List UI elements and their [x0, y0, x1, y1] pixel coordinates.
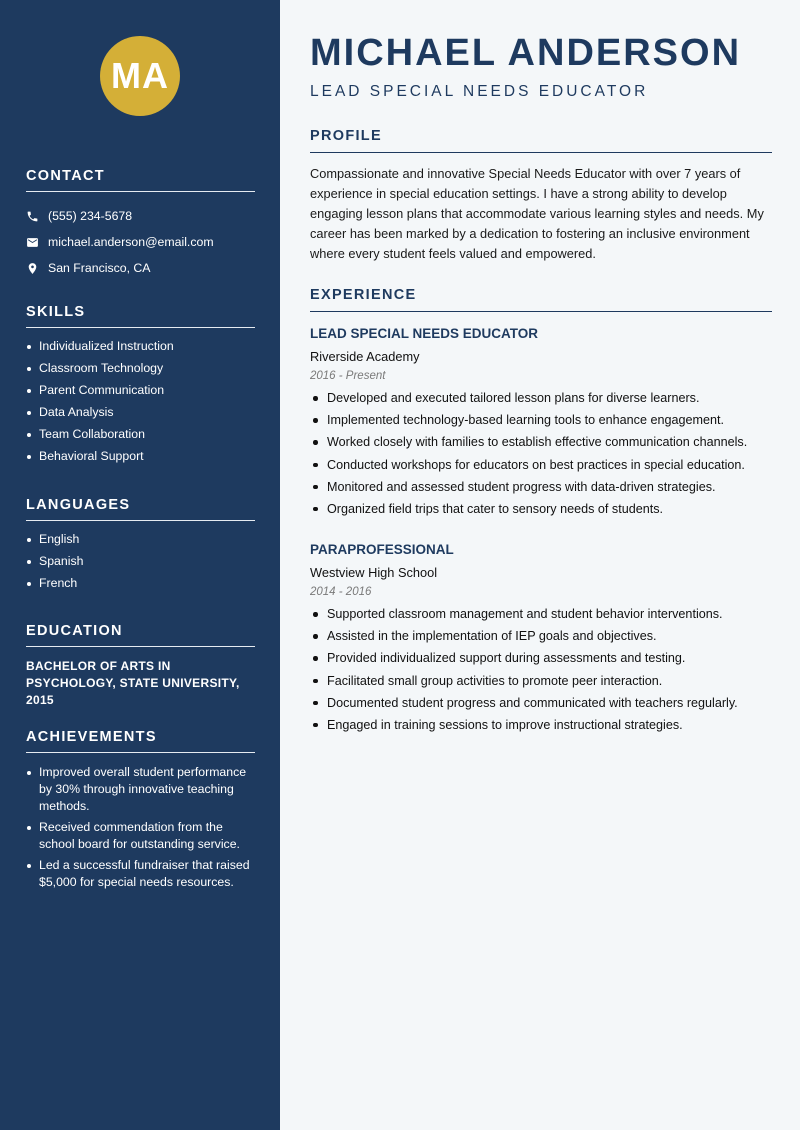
contact-phone — [26, 203, 255, 229]
list-item: Implemented technology-based learning tools to enhance engagement. — [310, 413, 772, 428]
list-item: Received commendation from the school board for outstanding service. — [26, 819, 255, 853]
list-item: Conducted workshops for educators on best practices in special education. — [310, 458, 772, 473]
contact-section — [26, 168, 255, 281]
list-item: Improved overall student performance by 30% through innovative teaching methods. — [26, 764, 255, 815]
languages-title: LANGUAGES — [26, 497, 255, 521]
skills-section — [26, 304, 255, 471]
contact-location — [26, 255, 255, 281]
email-text: michael.anderson@email.com — [48, 235, 214, 249]
list-item: Data Analysis — [26, 405, 255, 420]
list-item: French — [26, 576, 255, 591]
list-item: Engaged in training sessions to improve instructional strategies. — [310, 718, 772, 733]
skills-list — [26, 339, 255, 464]
achievements-title: ACHIEVEMENTS — [26, 729, 255, 753]
list-item: Team Collaboration — [26, 427, 255, 442]
profile-section — [310, 128, 772, 264]
phone-text: (555) 234-5678 — [48, 209, 133, 223]
contact-email — [26, 229, 255, 255]
education-title: EDUCATION — [26, 623, 255, 647]
list-item: Behavioral Support — [26, 449, 255, 464]
list-item: Led a successful fundraiser that raised $5,000 for special needs resources. — [26, 857, 255, 891]
languages-section — [26, 497, 255, 598]
achievements-list — [26, 764, 255, 891]
profile-title: PROFILE — [310, 128, 772, 153]
list-item: Facilitated small group activities to promote peer interaction. — [310, 674, 772, 689]
job-company: Riverside Academy — [310, 349, 420, 364]
job-bullets — [310, 607, 772, 733]
candidate-name: MICHAEL ANDERSON — [310, 32, 742, 74]
job-entry — [310, 326, 772, 524]
achievements-section — [26, 729, 255, 895]
email-icon — [26, 236, 39, 249]
job-company: Westview High School — [310, 565, 438, 580]
contact-title: CONTACT — [26, 168, 255, 192]
profile-text: Compassionate and innovative Special Needs Educator with over 7 years of experience in special education settings. I have a strong ability to develop engaging lesson plans that accommodate various learning styles and needs. My career has been marked by a dedication to fostering an inclusive environment where every student feels valued and empowered. — [310, 166, 764, 261]
list-item: Documented student progress and communicated with teachers regularly. — [310, 696, 772, 711]
phone-icon — [26, 210, 39, 223]
location-pin-icon — [26, 262, 39, 275]
skills-title: SKILLS — [26, 304, 255, 328]
list-item: Individualized Instruction — [26, 339, 255, 354]
job-title: LEAD SPECIAL NEEDS EDUCATOR — [310, 326, 539, 341]
job-entry — [310, 542, 772, 740]
list-item: Assisted in the implementation of IEP goals and objectives. — [310, 629, 772, 644]
list-item: Classroom Technology — [26, 361, 255, 376]
list-item: Monitored and assessed student progress with data-driven strategies. — [310, 480, 772, 495]
list-item: Developed and executed tailored lesson plans for diverse learners. — [310, 391, 772, 406]
candidate-title: LEAD SPECIAL NEEDS EDUCATOR — [310, 83, 649, 100]
location-text: San Francisco, CA — [48, 261, 151, 275]
list-item: English — [26, 532, 255, 547]
list-item: Parent Communication — [26, 383, 255, 398]
avatar: MA — [100, 36, 180, 116]
list-item: Provided individualized support during assessments and testing. — [310, 651, 772, 666]
experience-section — [310, 287, 772, 312]
education-section — [26, 623, 255, 709]
job-dates: 2014 - 2016 — [310, 586, 372, 598]
languages-list — [26, 532, 255, 591]
list-item: Worked closely with families to establish effective communication channels. — [310, 435, 772, 450]
list-item: Spanish — [26, 554, 255, 569]
job-title: PARAPROFESSIONAL — [310, 542, 454, 557]
sidebar — [0, 0, 280, 1130]
list-item: Organized field trips that cater to sensory needs of students. — [310, 502, 772, 517]
experience-title: EXPERIENCE — [310, 287, 772, 312]
list-item: Supported classroom management and student behavior interventions. — [310, 607, 772, 622]
job-bullets — [310, 391, 772, 517]
job-dates: 2016 - Present — [310, 370, 386, 382]
education-degree: BACHELOR OF ARTS IN PSYCHOLOGY, STATE UNIVERSITY, 2015 — [26, 659, 240, 707]
